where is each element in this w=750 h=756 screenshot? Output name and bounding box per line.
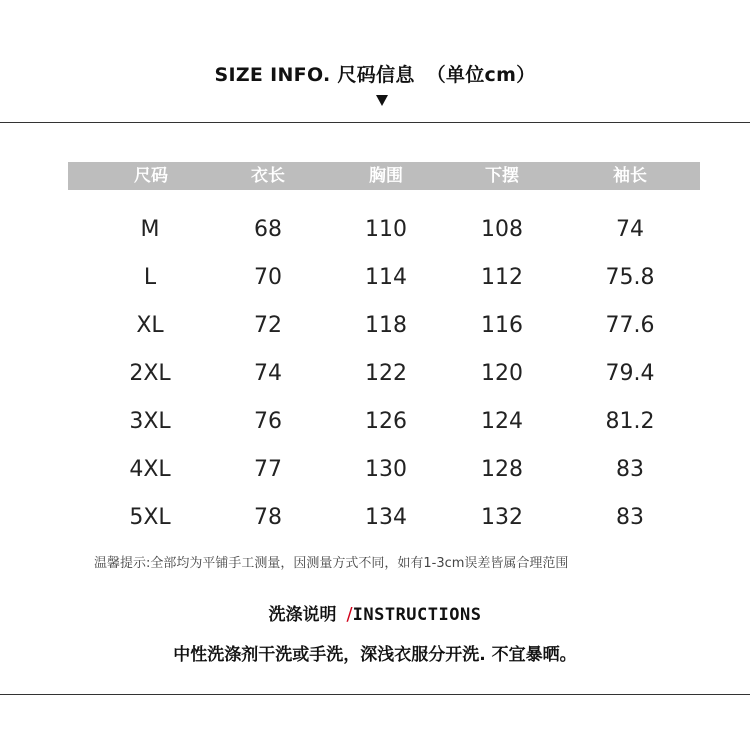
sleeve-cell: 77.6: [605, 313, 655, 338]
wash-instructions-text: 中性洗涤剂干洗或手洗，深浅衣服分开洗. 不宜暴晒。: [173, 645, 577, 665]
length-cell: 70: [254, 265, 282, 290]
table-row: [0, 264, 750, 294]
hem-cell: 128: [481, 457, 523, 482]
column-header-sleeve: 袖长: [613, 166, 647, 186]
table-row: [0, 216, 750, 246]
chest-cell: 134: [365, 505, 407, 530]
sleeve-cell: 83: [616, 505, 644, 530]
column-header-size: 尺码: [134, 166, 168, 186]
sleeve-cell: 74: [616, 217, 644, 242]
wash-instructions-title: [0, 600, 750, 625]
unit-label: （单位cm）: [426, 64, 536, 86]
hem-cell: 132: [481, 505, 523, 530]
bottom-divider: [0, 694, 750, 695]
size-cell: 5XL: [129, 505, 171, 530]
table-row: [0, 504, 750, 534]
hem-cell: 116: [481, 313, 523, 338]
chest-cell: 110: [365, 217, 407, 242]
table-row: [0, 456, 750, 486]
length-cell: 76: [254, 409, 282, 434]
chest-cell: 114: [365, 265, 407, 290]
length-cell: 74: [254, 361, 282, 386]
sleeve-cell: 75.8: [605, 265, 655, 290]
chest-cell: 126: [365, 409, 407, 434]
hem-cell: 112: [481, 265, 523, 290]
chest-cell: 122: [365, 361, 407, 386]
size-cell: XL: [136, 313, 164, 338]
size-table-header: [68, 162, 700, 190]
title-slash: /: [346, 604, 353, 625]
wash-title-zh: 洗涤说明: [268, 605, 337, 625]
size-cell: 2XL: [129, 361, 171, 386]
size-info-heading: SIZE INFO. 尺码信息: [214, 64, 415, 86]
length-cell: 72: [254, 313, 282, 338]
column-header-chest: 胸围: [369, 166, 403, 186]
length-cell: 68: [254, 217, 282, 242]
hem-cell: 120: [481, 361, 523, 386]
wash-title-en: INSTRUCTIONS: [352, 605, 482, 625]
size-cell: M: [140, 217, 160, 242]
table-row: [0, 408, 750, 438]
size-cell: L: [143, 265, 157, 290]
chest-cell: 130: [365, 457, 407, 482]
length-cell: 78: [254, 505, 282, 530]
table-row: [0, 312, 750, 342]
column-header-hem: 下摆: [485, 166, 519, 186]
size-cell: 3XL: [129, 409, 171, 434]
sleeve-cell: 83: [616, 457, 644, 482]
table-row: [0, 360, 750, 390]
size-cell: 4XL: [129, 457, 171, 482]
hem-cell: 108: [481, 217, 523, 242]
top-divider: [0, 122, 750, 123]
size-info-title: [0, 60, 750, 87]
column-header-length: 衣长: [251, 166, 285, 186]
chest-cell: 118: [365, 313, 407, 338]
down-triangle-icon: [376, 95, 388, 106]
measurement-note: 温馨提示:全部均为平铺手工测量，因测量方式不同，如有1-3cm误差皆属合理范围: [94, 556, 569, 571]
length-cell: 77: [254, 457, 282, 482]
sleeve-cell: 81.2: [605, 409, 655, 434]
sleeve-cell: 79.4: [605, 361, 655, 386]
hem-cell: 124: [481, 409, 523, 434]
